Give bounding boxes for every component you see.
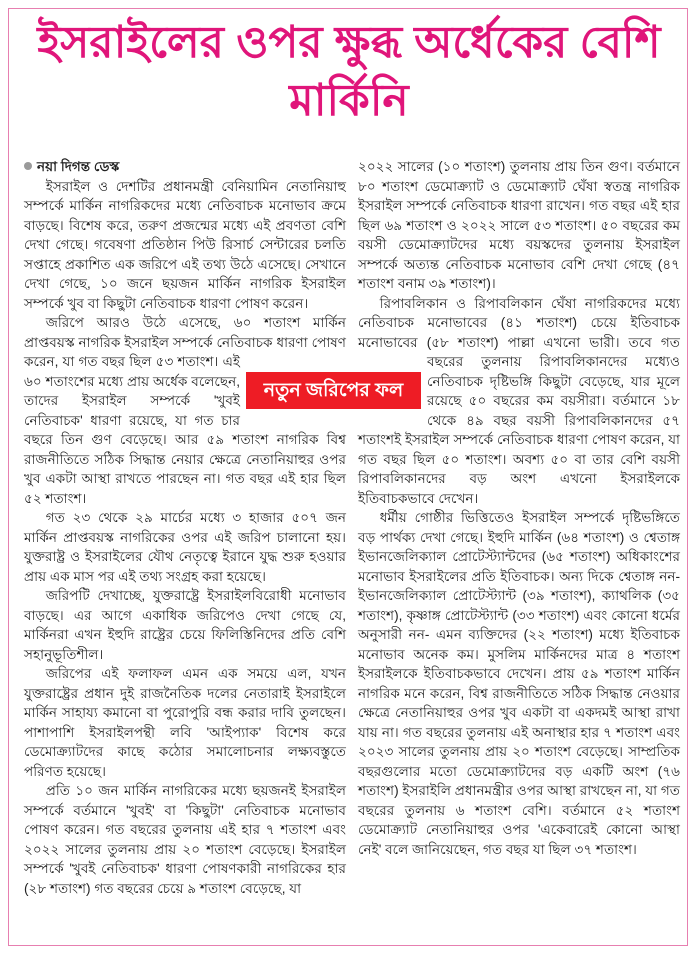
article-column-right: [358, 157, 680, 859]
paragraph-continued: ২০২২ সালের (১০ শতাংশ) তুলনায় প্রায় তিন গুণ। বর্তমানে ৮০ শতাংশ ডেমোক্র্যাট ও ডেমোক্র্যাট ঘেঁষা স্বতন্ত্র নাগরিক ইসরাইল সম্পর্কে নেতিবাচক ধারণা রাখেন। গত বছর এই হার ছিল ৬৯ শতাংশ ও ২০২২ সালে ৫৩ শতাংশ। ৫০ বছরের কম বয়সী ডেমোক্র্যাটদের মধ্যে বয়স্কদের তুলনায় ইসরাইল সম্পর্কে অত্যন্ত নেতিবাচক মনোভাব বেশি দেখা গেছে (৪৭ শতাংশ বনাম ৩৯ শতাংশ)।: [358, 159, 680, 291]
paragraph: রিপাবলিকান ও রিপাবলিকান ঘেঁষা নাগরিকদের মধ্যে নেতিবাচক মনোভাবের (৪১ শতাংশ) চেয়ে ইতিবাচক মনোভাবের (৫৮ শতাংশ) পাল্লা এখনো ভারী। তবে গত বছরের তুলনায় রিপাবলিকানদের মধ্যেও নেতিবাচক দৃষ্টিভঙ্গি কিছুটা বেড়েছে, যার মূলে রয়েছে ৫০ বছরের কম বয়সীরা। বর্তমানে ১৮ থেকে ৪৯ বছর বয়সী রিপাবলিকানদের ৫৭ শতাংশই ইসরাইল সম্পর্কে নেতিবাচক ধারণা পোষণ করেন, যা গত বছর ছিল ৫০ শতাংশ। অবশ্য ৫০ বা তার বেশি বয়সী রিপাবলিকানদের বড় অংশ এখনো ইসরাইলকে ইতিবাচকভাবে দেখেন।: [358, 295, 680, 506]
paragraph: ইসরাইল ও দেশটির প্রধানমন্ত্রী বেনিয়ামিন নেতানিয়াহু সম্পর্কে মার্কিন নাগরিকদের মধ্যে নেতিবাচক মনোভাব ক্রমে বাড়ছে। বিশেষ করে, তরুণ প্রজন্মের মধ্যে এই প্রবণতা বেশি দেখা গেছে। গবেষণা প্রতিষ্ঠান পিউ রিসার্চ সেন্টারের চলতি সপ্তাহে প্রকাশিত এক জরিপে এই তথ্য উঠে এসেছে। সেখানে দেখা গেছে, ১০ জনে ছয়জন মার্কিন নাগরিক ইসরাইল সম্পর্কে খুব বা কিছুটা নেতিবাচক ধারণা পোষণ করেন।: [24, 178, 346, 311]
paragraph: জরিপের এই ফলাফল এমন এক সময়ে এল, যখন যুক্তরাষ্ট্রের প্রধান দুই রাজনৈতিক দলের নেতারাই ইসরাইলে মার্কিন সাহায্য কমানো বা পুরোপুরি বন্ধ করার দাবি তুলছেন। পাশাপাশি ইসরাইলপন্থী লবি 'আইপ্যাক' বিশেষ করে ডেমোক্র্যাটদের কাছে কঠোর সমালোচনার লক্ষ্যবস্তুতে পরিণত হয়েছে।: [24, 666, 346, 779]
paragraph: প্রতি ১০ জন মার্কিন নাগরিকের মধ্যে ছয়জনই ইসরাইল সম্পর্কে বর্তমানে 'খুবই' বা 'কিছুটা' নেতিবাচক মনোভাব পোষণ করেন। গত বছরের তুলনায় এই হার ৭ শতাংশ এবং ২০২২ সালের তুলনায় প্রায় ২০ শতাংশ বেড়েছে। ইসরাইল সম্পর্কে 'খুবই নেতিবাচক' ধারণা পোষণকারী নাগরিকের হার (২৮ শতাংশ) গত বছরের চেয়ে ৯ শতাংশ বেড়েছে, যা: [24, 783, 346, 896]
headline: ইসরাইলের ওপর ক্ষুব্ধ অর্ধেকের বেশি মার্কিনি: [37, 18, 661, 125]
paragraph: জরিপে আরও উঠে এসেছে, ৬০ শতাংশ মার্কিন প্রাপ্তবয়স্ক নাগরিক ইসরাইল সম্পর্কে নেতিবাচক ধারণা পোষণ করেন, যা গত বছর ছিল ৫৩ শতাংশ। এই ৬০ শতাংশের মধ্যে প্রায় অর্ধেক বলেছেন, তাদের ইসরাইল সম্পর্কে 'খুবই নেতিবাচক' ধারণা রয়েছে, যা গত চার বছরে তিন গুণ বেড়েছে। আর ৫৯ শতাংশ নাগরিক বিশ্ব রাজনীতিতে সঠিক সিদ্ধান্ত নেয়ার ক্ষেত্রে নেতানিয়াহুর ওপর খুব একটা আস্থা রাখতে পারছেন না। গত বছর এই হার ছিল ৫২ শতাংশ।: [24, 315, 346, 506]
paragraph: জরিপটি দেখাচ্ছে, যুক্তরাষ্ট্রে ইসরাইলবিরোধী মনোভাব বাড়ছে। এর আগে একাধিক জরিপেও দেখা গেছে যে, মার্কিনরা এখন ইহুদি রাষ্ট্রের চেয়ে ফিলিস্তিনিদের প্রতি বেশি সহানুভূতিশীল।: [24, 588, 346, 662]
byline-text: নয়া দিগন্ত ডেস্ক: [37, 159, 120, 174]
paragraph: গত ২৩ থেকে ২৯ মার্চের মধ্যে ৩ হাজার ৫০৭ জন মার্কিন প্রাপ্তবয়স্ক নাগরিকের ওপর এই জরিপ চালানো হয়। যুক্তরাষ্ট্র ও ইসরাইলের যৌথ নেতৃত্বে ইরানে যুদ্ধ শুরু হওয়ার প্রায় এক মাস পর এই তথ্য সংগ্রহ করা হয়েছে।: [24, 510, 346, 584]
article-column-left: [24, 157, 346, 898]
bullet-icon: [24, 162, 32, 170]
paragraph: ধর্মীয় গোষ্ঠীর ভিত্তিতেও ইসরাইল সম্পর্কে দৃষ্টিভঙ্গিতে বড় পার্থক্য দেখা গেছে। ইহুদি মার্কিন (৬৪ শতাংশ) ও শ্বেতাঙ্গ ইভানজেলিক্যাল প্রোটেস্ট্যান্টদের (৬৫ শতাংশ) অধিকাংশের মনোভাব ইসরাইলের প্রতি ইতিবাচক। অন্য দিকে শ্বেতাঙ্গ নন-ইভানজেলিক্যাল প্রোটেস্ট্যান্ট (৩৯ শতাংশ), ক্যাথলিক (৩৫ শতাংশ), কৃষ্ণাঙ্গ প্রোটেস্ট্যান্ট (৩৩ শতাংশ) এবং কোনো ধর্মের অনুসারী নন- এমন ব্যক্তিদের (২২ শতাংশ) মধ্যে ইতিবাচক মনোভাব অনেক কম। মুসলিম মার্কিনদের মাত্র ৪ শতাংশ ইসরাইলকে ইতিবাচকভাবে দেখেন। প্রায় ৫৯ শতাংশ মার্কিন নাগরিক মনে করেন, বিশ্ব রাজনীতিতে সঠিক সিদ্ধান্ত নেওয়ার ক্ষেত্রে নেতানিয়াহুর ওপর খুব একটা বা একদমই আস্থা রাখা যায় না। গত বছরের তুলনায় এই অনাস্থার হার ৭ শতাংশ এবং ২০২৩ সালের তুলনায় প্রায় ২০ শতাংশ বেড়েছে। সাম্প্রতিক বছরগুলোর মতো ডেমোক্র্যাটদের বড় একটি অংশ (৭৬ শতাংশ) ইসরাইলি প্রধানমন্ত্রীর ওপর আস্থা রাখছেন না, যা গত বছরের তুলনায় ৬ শতাংশ বেশি। বর্তমানে ৫২ শতাংশ ডেমোক্র্যাট নেতানিয়াহুর ওপর 'একেবারেই কোনো আস্থা নেই' বলে জানিয়েছেন, গত বছর যা ছিল ৩৭ শতাংশ।: [358, 510, 680, 857]
byline: [24, 157, 346, 177]
callout-box: নতুন জরিপের ফল: [246, 372, 421, 409]
